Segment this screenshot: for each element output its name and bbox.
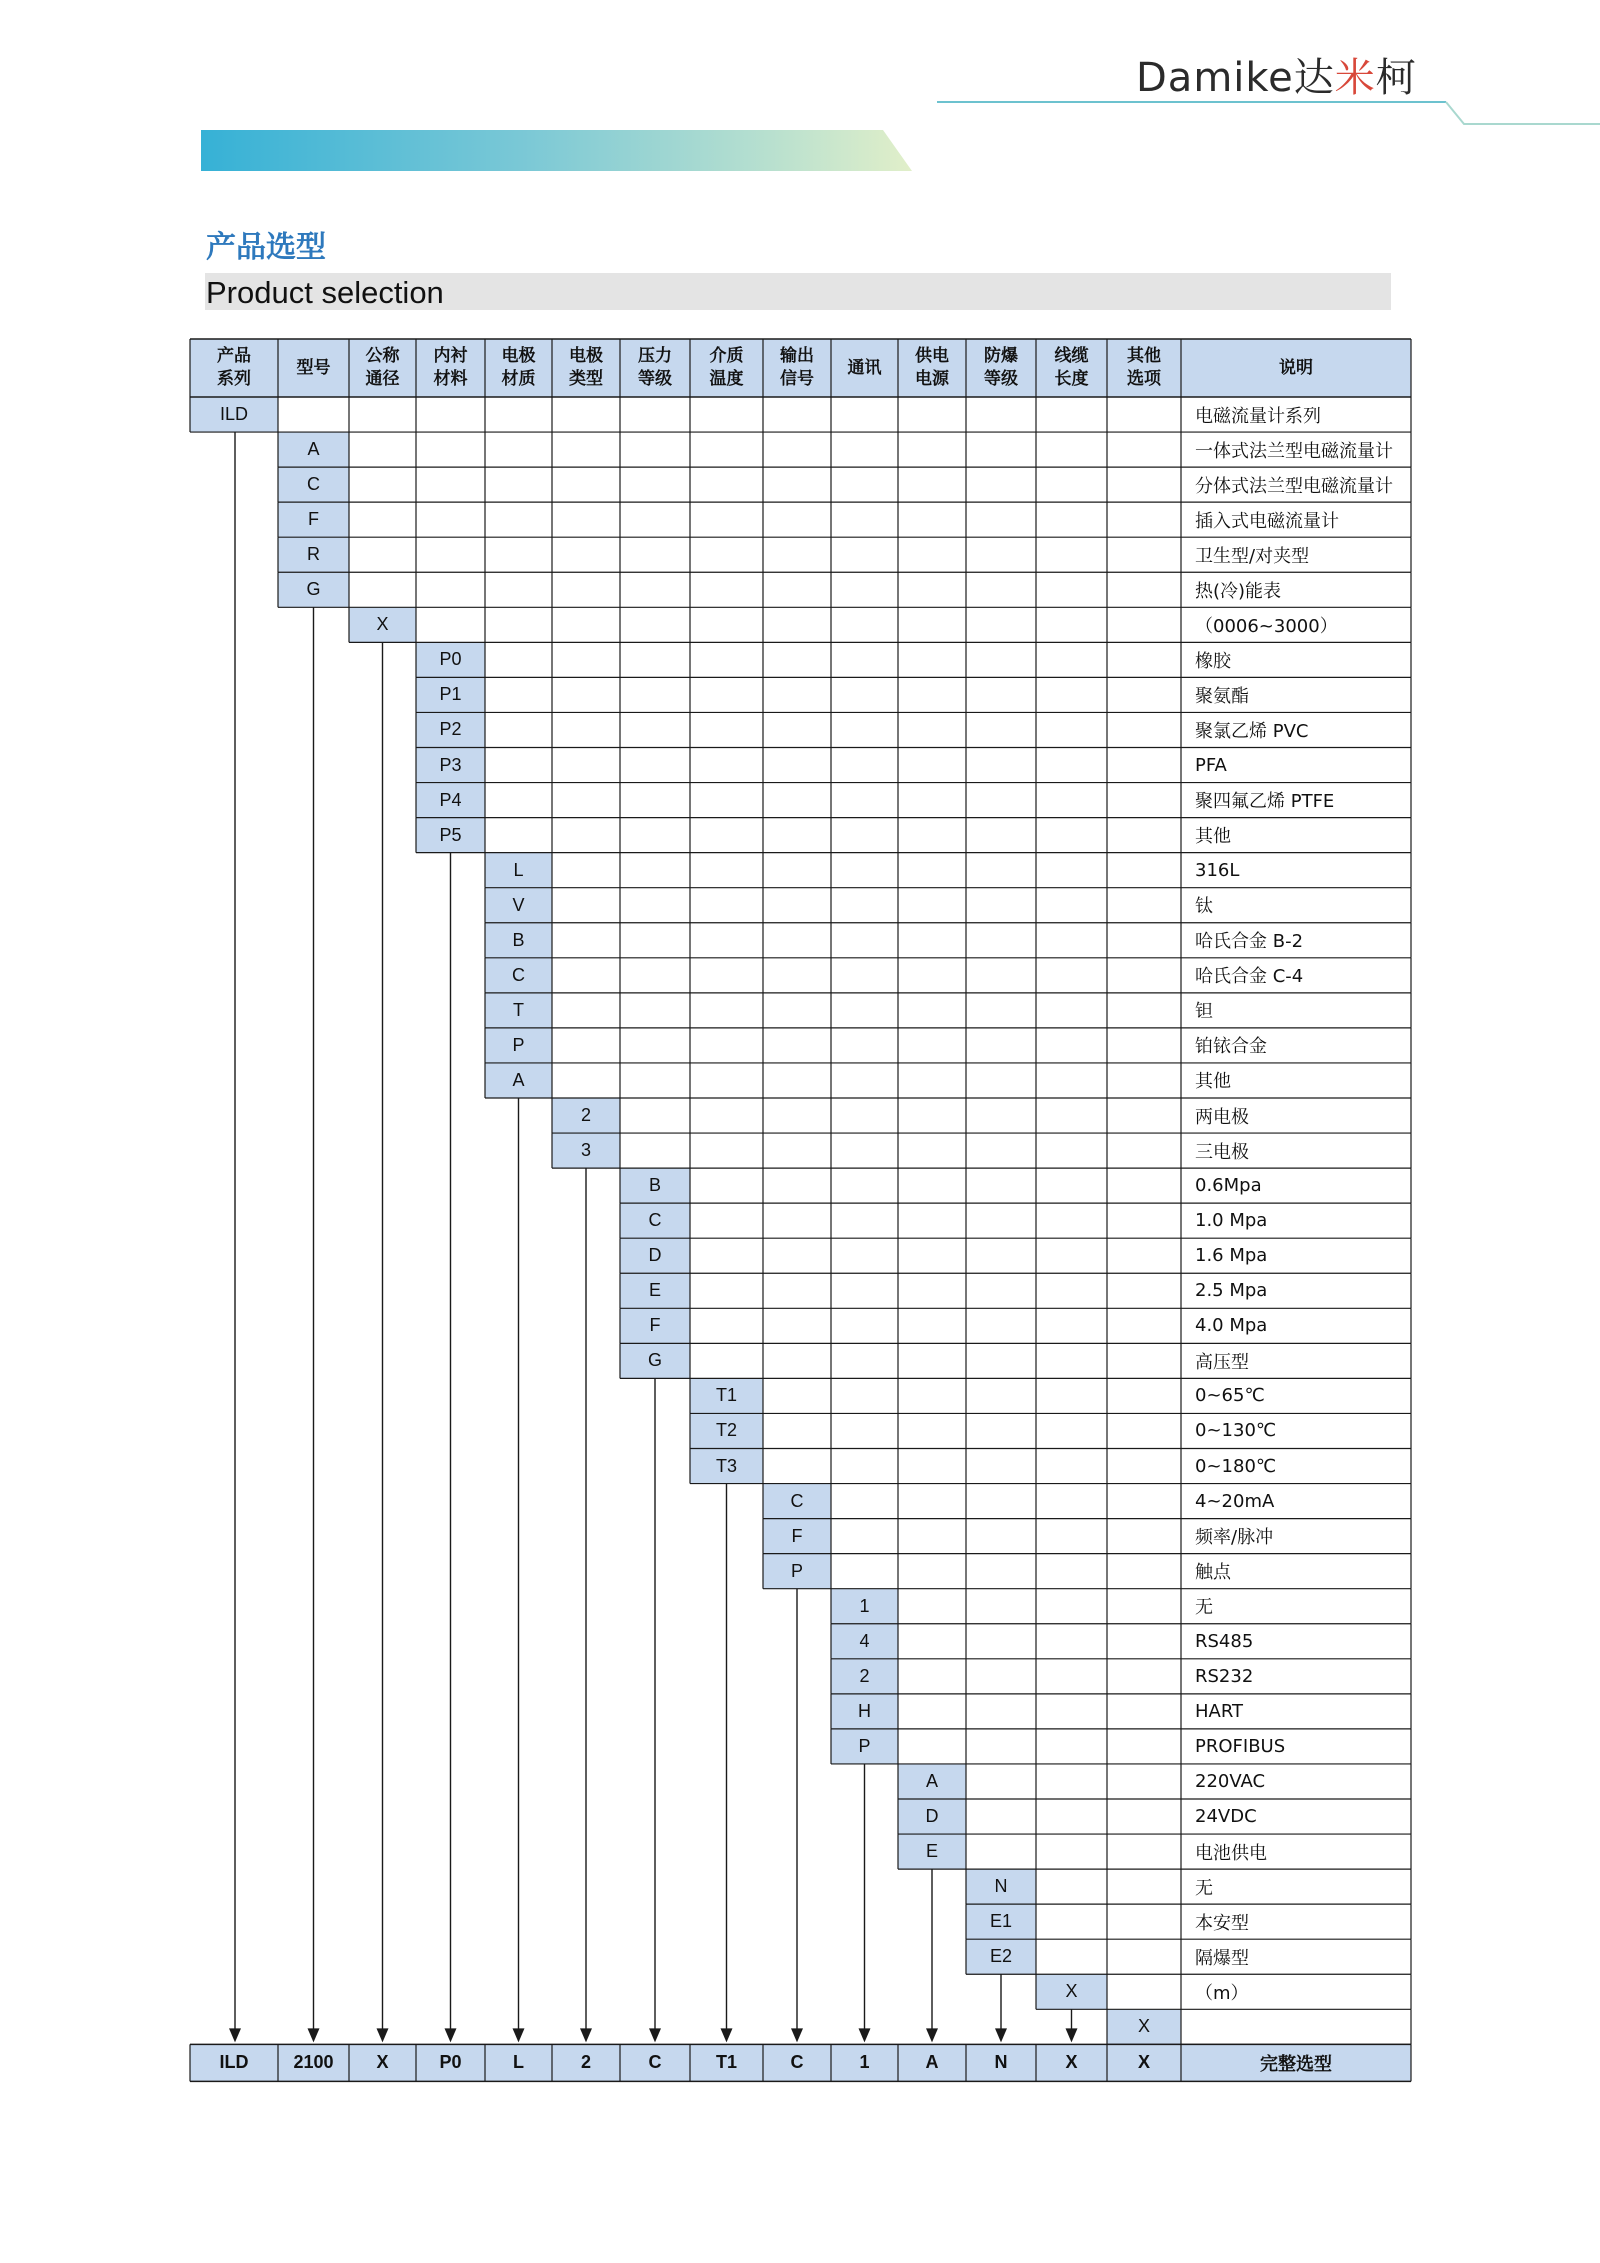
option-description: 橡胶 [1195, 650, 1231, 672]
option-description: 隔爆型 [1195, 1947, 1249, 1969]
selection-arrow-head [649, 2028, 661, 2042]
option-code: G [620, 1343, 690, 1378]
option-code: P5 [416, 818, 485, 853]
option-code: P2 [416, 712, 485, 747]
option-description: 0~180℃ [1195, 1455, 1277, 1477]
brand-cn-2: 米 [1334, 55, 1376, 101]
footer-code: A [898, 2044, 966, 2081]
footer-code: 1 [831, 2044, 898, 2081]
footer-code: N [966, 2044, 1036, 2081]
column-header: 介质 温度 [690, 339, 763, 397]
option-code: A [898, 1764, 966, 1799]
option-code: V [485, 888, 552, 923]
option-description: 聚四氟乙烯 PTFE [1195, 791, 1335, 813]
option-description: 4.0 Mpa [1195, 1315, 1268, 1337]
option-description: 插入式电磁流量计 [1195, 510, 1339, 532]
column-header: 输出 信号 [763, 339, 831, 397]
option-code: ILD [190, 397, 278, 432]
option-description: 24VDC [1195, 1806, 1257, 1828]
option-code: T2 [690, 1413, 763, 1448]
option-code: B [620, 1168, 690, 1203]
option-code: 2 [552, 1098, 620, 1133]
option-description: 其他 [1195, 1071, 1231, 1093]
option-code: C [278, 467, 349, 502]
option-description: 220VAC [1195, 1770, 1266, 1792]
footer-code: C [620, 2044, 690, 2081]
option-code: F [620, 1308, 690, 1343]
footer-code: 2 [552, 2044, 620, 2081]
option-description: 2.5 Mpa [1195, 1280, 1268, 1302]
column-header: 说明 [1181, 339, 1411, 397]
column-header: 产品 系列 [190, 339, 278, 397]
column-header: 供电 电源 [898, 339, 966, 397]
option-description: （0006~3000） [1195, 615, 1338, 637]
selection-arrow-head [791, 2028, 803, 2042]
option-code: X [1036, 1974, 1107, 2009]
option-code: E1 [966, 1904, 1036, 1939]
option-code: T1 [690, 1378, 763, 1413]
option-description: 本安型 [1195, 1912, 1249, 1934]
footer-code: ILD [190, 2044, 278, 2081]
column-header: 通讯 [831, 339, 898, 397]
option-code: P [763, 1554, 831, 1589]
option-code: F [763, 1519, 831, 1554]
option-description: 触点 [1195, 1562, 1231, 1584]
section-title-en: Product selection [206, 275, 444, 310]
option-description: 无 [1195, 1597, 1213, 1619]
column-header: 公称 通径 [349, 339, 416, 397]
footer-code: L [485, 2044, 552, 2081]
column-header: 线缆 长度 [1036, 339, 1107, 397]
option-code: P [485, 1028, 552, 1063]
option-code: L [485, 853, 552, 888]
option-description: 电磁流量计系列 [1195, 405, 1321, 427]
brand-cn-3: 柯 [1375, 55, 1417, 101]
option-code: E2 [966, 1939, 1036, 1974]
option-description: 电池供电 [1195, 1842, 1267, 1864]
brand-latin: Damike [1136, 55, 1294, 101]
column-header: 其他 选项 [1107, 339, 1181, 397]
option-description: 0.6Mpa [1195, 1175, 1262, 1197]
option-code: P1 [416, 677, 485, 712]
option-code: P0 [416, 642, 485, 677]
option-description: 高压型 [1195, 1351, 1249, 1373]
option-code: E [898, 1834, 966, 1869]
footer-code: C [763, 2044, 831, 2081]
option-description: 0~65℃ [1195, 1385, 1265, 1407]
option-code: D [620, 1238, 690, 1273]
option-code: A [485, 1063, 552, 1098]
option-code: N [966, 1869, 1036, 1904]
option-code: P4 [416, 783, 485, 818]
option-description [1181, 2009, 1411, 2044]
option-description: 316L [1195, 859, 1240, 881]
option-description: 频率/脉冲 [1195, 1527, 1274, 1549]
option-description: 三电极 [1195, 1141, 1249, 1163]
option-description: 聚氯乙烯 PVC [1195, 720, 1309, 742]
option-code: D [898, 1799, 966, 1834]
option-description: PFA [1195, 754, 1227, 776]
option-code: C [620, 1203, 690, 1238]
option-description: 钽 [1195, 1001, 1213, 1023]
selection-arrow-head [1066, 2028, 1078, 2042]
selection-arrow-head [859, 2028, 871, 2042]
selection-arrow-head [513, 2028, 525, 2042]
option-description: 两电极 [1195, 1106, 1249, 1128]
option-description: 1.6 Mpa [1195, 1245, 1268, 1267]
option-description: （m） [1195, 1982, 1249, 2004]
option-code: X [1107, 2009, 1181, 2044]
brand-cn-1: 达 [1293, 55, 1335, 101]
option-code: G [278, 572, 349, 607]
option-description: RS485 [1195, 1630, 1254, 1652]
option-code: E [620, 1273, 690, 1308]
option-code: F [278, 502, 349, 537]
column-header: 电极 类型 [552, 339, 620, 397]
option-description: 0~130℃ [1195, 1420, 1277, 1442]
footer-code: X [349, 2044, 416, 2081]
option-description: 热(冷)能表 [1195, 580, 1282, 602]
column-header: 防爆 等级 [966, 339, 1036, 397]
column-header: 电极 材质 [485, 339, 552, 397]
selection-arrow-head [377, 2028, 389, 2042]
option-description: PROFIBUS [1195, 1735, 1286, 1757]
option-description: 哈氏合金 C-4 [1195, 966, 1304, 988]
option-description: 4~20mA [1195, 1490, 1275, 1512]
option-code: R [278, 537, 349, 572]
selection-arrow-head [445, 2028, 457, 2042]
selection-arrow-head [229, 2028, 241, 2042]
footer-code: X [1036, 2044, 1107, 2081]
selection-arrow-head [926, 2028, 938, 2042]
option-description: 聚氨酯 [1195, 685, 1249, 707]
selection-arrow-head [580, 2028, 592, 2042]
option-code: X [349, 607, 416, 642]
option-code: B [485, 923, 552, 958]
selection-arrow-head [308, 2028, 320, 2042]
option-code: H [831, 1694, 898, 1729]
option-code: 2 [831, 1659, 898, 1694]
column-header: 型号 [278, 339, 349, 397]
option-description: 哈氏合金 B-2 [1195, 931, 1304, 953]
selection-arrow-head [721, 2028, 733, 2042]
option-description: RS232 [1195, 1665, 1254, 1687]
option-description: 分体式法兰型电磁流量计 [1195, 475, 1393, 497]
option-description: 钛 [1195, 896, 1213, 918]
option-code: T3 [690, 1449, 763, 1484]
option-code: C [763, 1484, 831, 1519]
option-description: 铂铱合金 [1195, 1036, 1267, 1058]
selection-arrow-head [995, 2028, 1007, 2042]
option-code: P [831, 1729, 898, 1764]
option-code: A [278, 432, 349, 467]
section-title-cn: 产品选型 [206, 230, 326, 265]
column-header: 内衬 材料 [416, 339, 485, 397]
option-code: 1 [831, 1589, 898, 1624]
option-code: 3 [552, 1133, 620, 1168]
option-description: 1.0 Mpa [1195, 1210, 1268, 1232]
option-description: 卫生型/对夹型 [1195, 545, 1310, 567]
option-code: C [485, 958, 552, 993]
footer-code: T1 [690, 2044, 763, 2081]
footer-code: P0 [416, 2044, 485, 2081]
option-code: 4 [831, 1624, 898, 1659]
option-description: HART [1195, 1700, 1244, 1722]
footer-summary: 完整选型 [1181, 2044, 1411, 2081]
option-code: T [485, 993, 552, 1028]
option-code: P3 [416, 748, 485, 783]
footer-code: 2100 [278, 2044, 349, 2081]
option-description: 一体式法兰型电磁流量计 [1195, 440, 1393, 462]
option-description: 其他 [1195, 826, 1231, 848]
column-header: 压力 等级 [620, 339, 690, 397]
option-description: 无 [1195, 1877, 1213, 1899]
footer-code: X [1107, 2044, 1181, 2081]
